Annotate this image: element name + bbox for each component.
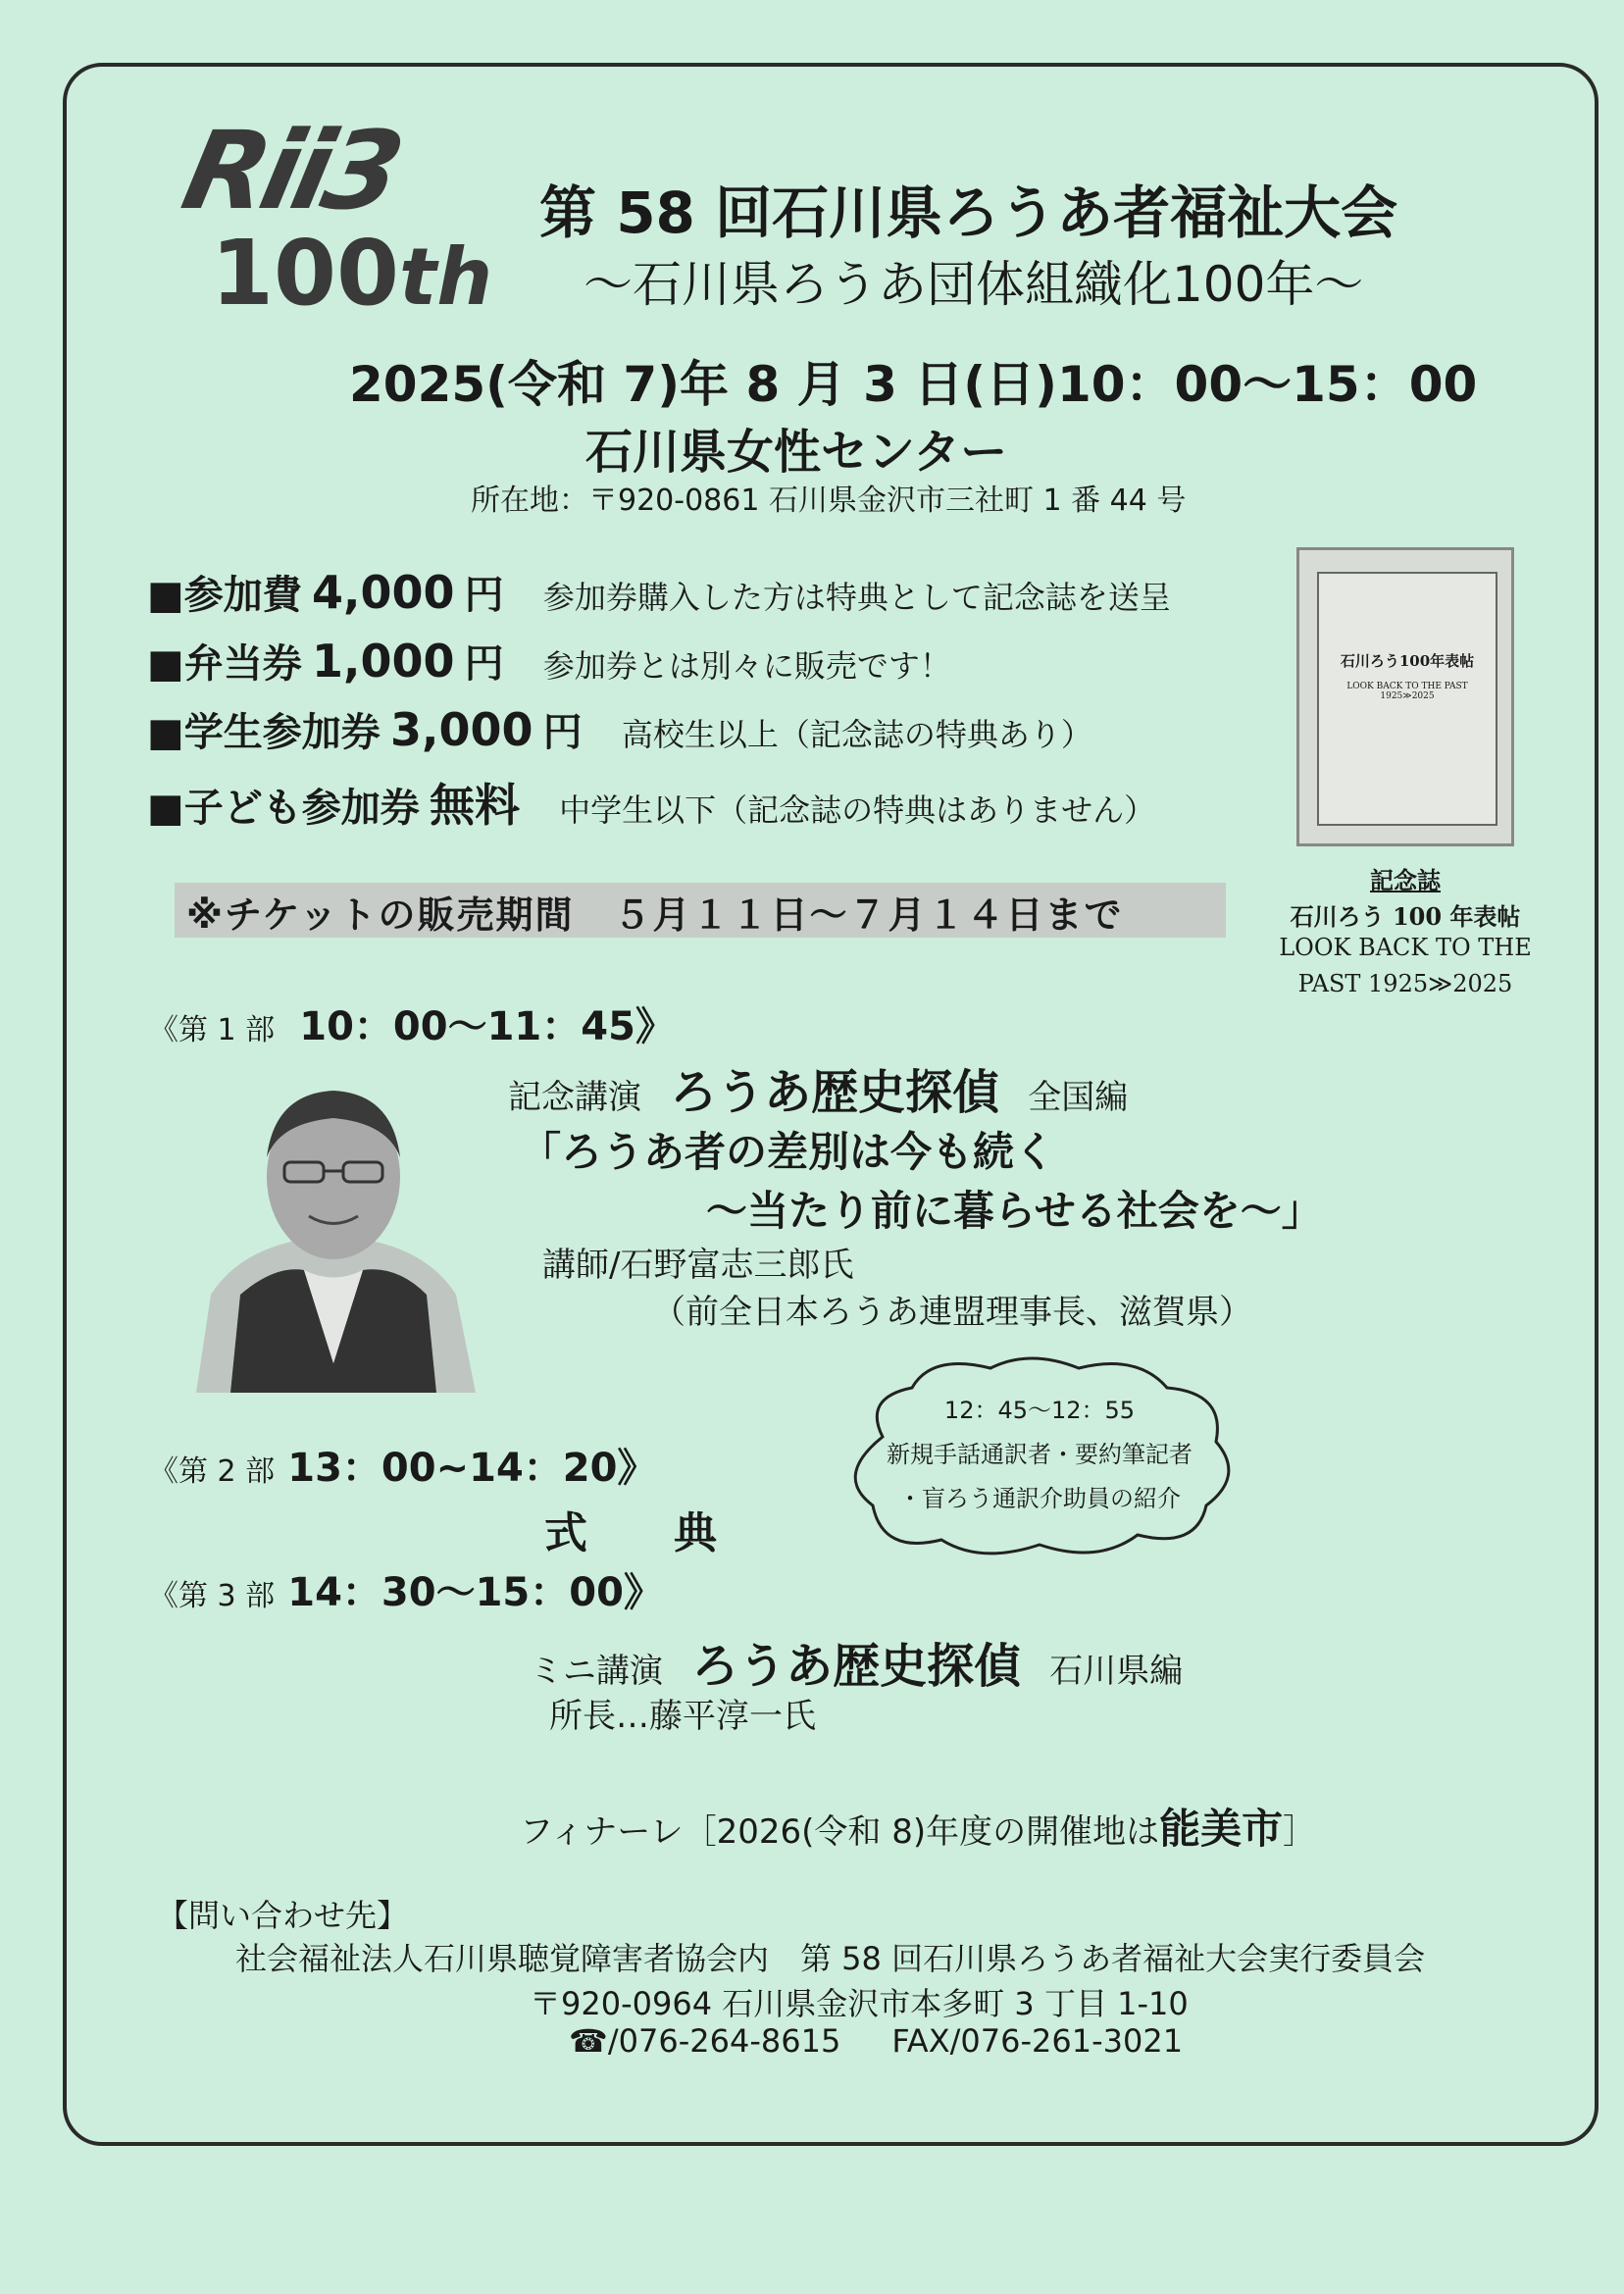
fee-row-bento: ■弁当券 1,000 円 参加券とは別々に販売です！: [147, 635, 951, 688]
part3-header: 《第 3 部 14：30～15：00》: [149, 1570, 663, 1615]
ticket-period-text: ※チケットの販売期間 ５月１１日～７月１４日まで: [186, 893, 1124, 937]
part1-theme-line1: 「ろうあ者の差別は今も続く: [520, 1128, 1056, 1176]
contact-phone: ☎/076-264-8615 FAX/076-261-3021: [569, 2022, 1184, 2060]
part1-lecture: 記念講演 ろうあ歴史探偵 全国編: [508, 1065, 1129, 1120]
part1-header: 《第 1 部 10：00～11：45》: [149, 1004, 675, 1049]
part2-header: 《第 2 部 13：00~14：20》: [149, 1446, 657, 1491]
venue-address: 所在地：〒920-0861 石川県金沢市三社町 1 番 44 号: [471, 484, 1187, 518]
fee-row-student: ■学生参加券 3,000 円 高校生以上（記念誌の特典あり）: [147, 703, 1092, 756]
book-cover: 石川ろう100年表帖 LOOK BACK TO THE PAST 1925≫2025: [1317, 572, 1497, 826]
part2-ceremony: 式 典: [544, 1508, 717, 1558]
part3-lecturer: 所長…藤平淳一氏: [549, 1697, 816, 1736]
event-date: 2025(令和 7)年 8 月 3 日(日)10：00～15：00: [349, 356, 1478, 413]
book-caption-label: 記念誌: [1370, 866, 1441, 894]
book-caption-title: 石川ろう 100 年表帖: [1290, 902, 1521, 931]
event-subtitle: ～石川県ろうあ団体組織化100年～: [584, 256, 1364, 313]
book-caption-en-1: LOOK BACK TO THE: [1279, 934, 1532, 961]
commemorative-book-image: [1296, 547, 1514, 846]
cloud-line1: 新規手話通訳者・要約筆記者: [887, 1441, 1193, 1468]
contact-address: 〒920-0964 石川県金沢市本多町 3 丁目 1-10: [530, 1985, 1189, 2022]
phone-icon: ☎: [569, 2022, 608, 2060]
contact-org: 社会福祉法人石川県聴覚障害者協会内 第 58 回石川県ろうあ者福祉大会実行委員会: [235, 1940, 1426, 1977]
lecturer-photo: [186, 1069, 481, 1393]
logo-100th: 100th: [211, 221, 493, 326]
cloud-time: 12：45～12：55: [943, 1397, 1136, 1424]
logo-mark: Rii3: [173, 108, 409, 233]
fee-row-child: ■子ども参加券 無料 中学生以下（記念誌の特典はありません）: [147, 779, 1156, 832]
part3-lecture: ミニ講演 ろうあ歴史探偵 石川県編: [530, 1639, 1184, 1694]
contact-label: 【問い合わせ先】: [157, 1897, 409, 1934]
part1-lecturer: 講師/石野富志三郎氏: [542, 1246, 854, 1285]
event-title: 第 58 回石川県ろうあ者福祉大会: [539, 179, 1398, 246]
part1-lecturer-note: （前全日本ろうあ連盟理事長、滋賀県）: [652, 1293, 1252, 1332]
finale: フィナーレ［2026(令和 8)年度の開催地は能美市］: [520, 1805, 1317, 1853]
book-caption-en-2: PAST 1925≫2025: [1297, 970, 1513, 997]
cloud-line2: ・盲ろう通訳介助員の紹介: [898, 1485, 1181, 1512]
part1-theme-line2: ～当たり前に暮らせる社会を～」: [706, 1187, 1323, 1235]
fee-row-general: ■参加費 4,000 円 参加券購入した方は特典として記念誌を送呈: [147, 566, 1171, 619]
event-venue: 石川県女性センター: [585, 425, 1008, 480]
